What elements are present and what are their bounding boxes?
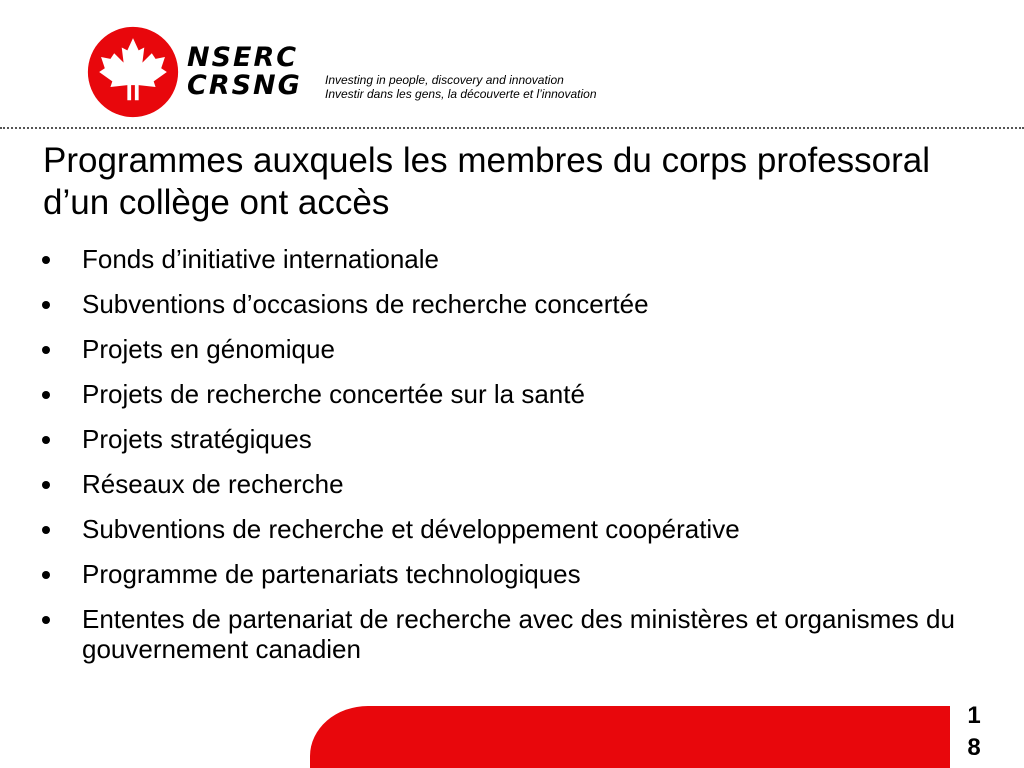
- bullet-icon: [42, 616, 50, 624]
- bullet-icon: [42, 301, 50, 309]
- tagline-french: Investir dans les gens, la découverte et l’innovation: [325, 87, 597, 101]
- tagline: [325, 73, 597, 101]
- bullet-icon: [42, 256, 50, 264]
- bullet-icon: [42, 346, 50, 354]
- tagline-english: Investing in people, discovery and innovation: [325, 73, 564, 87]
- footer-red-band: [310, 706, 950, 768]
- list-item-text: Subventions d’occasions de recherche concertée: [82, 289, 649, 319]
- list-item: [38, 379, 998, 409]
- page-number: 18: [967, 702, 981, 761]
- list-item-text: Programme de partenariats technologiques: [82, 559, 581, 589]
- list-item: [38, 469, 998, 499]
- logo-line-nserc: NSERC: [187, 42, 299, 73]
- list-item: [38, 334, 998, 364]
- header-divider: [0, 127, 1024, 129]
- bullet-icon: [42, 571, 50, 579]
- list-item-text: Projets stratégiques: [82, 424, 312, 454]
- list-item-text: Projets de recherche concertée sur la santé: [82, 379, 585, 409]
- slide-title: Programmes auxquels les membres du corps professoral d’un collège ont accès: [43, 141, 931, 222]
- list-item: [38, 559, 998, 589]
- bullet-icon: [42, 391, 50, 399]
- bullet-icon: [42, 481, 50, 489]
- list-item-text: Réseaux de recherche: [82, 469, 344, 499]
- bullet-icon: [42, 436, 50, 444]
- list-item: [38, 289, 998, 319]
- maple-leaf-icon: [86, 25, 180, 119]
- list-item: [38, 244, 998, 274]
- list-item-text: Ententes de partenariat de recherche avec des ministères et organismes du gouvernement canadien: [82, 604, 955, 664]
- list-item-text: Fonds d’initiative internationale: [82, 244, 439, 274]
- list-item: [38, 604, 998, 664]
- bullet-icon: [42, 526, 50, 534]
- bullet-list: [38, 244, 998, 679]
- list-item: [38, 424, 998, 454]
- logo-line-crsng: CRSNG: [187, 70, 302, 101]
- list-item-text: Projets en génomique: [82, 334, 335, 364]
- logo-wordmark: [187, 44, 302, 100]
- list-item: [38, 514, 998, 544]
- list-item-text: Subventions de recherche et développement coopérative: [82, 514, 740, 544]
